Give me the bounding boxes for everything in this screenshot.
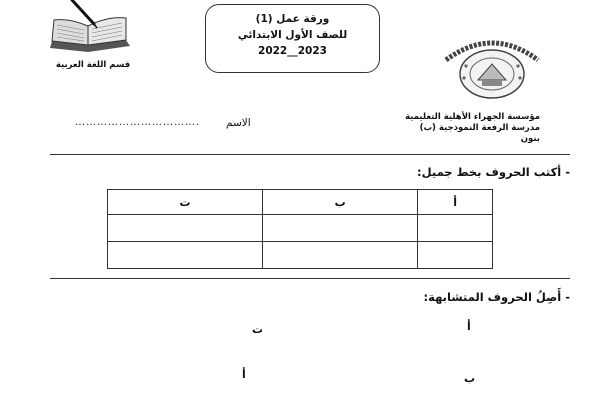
department-label: قسم اللغة العربية	[55, 60, 131, 70]
school-logo-icon	[438, 30, 546, 102]
writing-cell[interactable]	[108, 215, 263, 242]
title-box	[205, 4, 380, 73]
section2-heading: - أَصِلُ الحروف المتشابهة:	[423, 290, 570, 304]
name-label: الاسم	[226, 117, 251, 129]
grade-label: للصف الأول الابتدائي	[237, 29, 348, 41]
institution-info	[400, 112, 540, 145]
table-row	[108, 242, 493, 269]
book-quill-icon	[42, 0, 137, 60]
match-right-letter[interactable]: ب	[464, 372, 476, 385]
writing-cell[interactable]	[418, 242, 493, 269]
section1-heading: - أكتب الحروف بخط جميل:	[417, 165, 570, 179]
name-field[interactable]: …………………………….	[75, 117, 201, 128]
writing-cell[interactable]	[263, 242, 418, 269]
match-left-letter[interactable]: ت	[252, 323, 264, 336]
writing-cell[interactable]	[418, 215, 493, 242]
table-row	[108, 215, 493, 242]
letter-header-alif: أ	[418, 190, 493, 215]
letter-header-ta: ت	[108, 190, 263, 215]
writing-cell[interactable]	[108, 242, 263, 269]
letters-table	[107, 189, 493, 269]
institution-name: مؤسسة الجهراء الأهلية التعليمية	[405, 112, 540, 122]
table-row	[108, 190, 493, 215]
letter-header-ba: ب	[263, 190, 418, 215]
divider	[50, 278, 570, 279]
school-year: 2023__2022	[258, 45, 327, 57]
writing-cell[interactable]	[263, 215, 418, 242]
divider	[50, 154, 570, 155]
worksheet-title: ورقة عمل (1)	[255, 13, 330, 25]
school-name: مدرسة الرفعة النموذجية (ب) بنون	[419, 123, 540, 144]
match-left-letter[interactable]: أ	[242, 368, 246, 381]
match-right-letter[interactable]: أ	[467, 320, 471, 333]
